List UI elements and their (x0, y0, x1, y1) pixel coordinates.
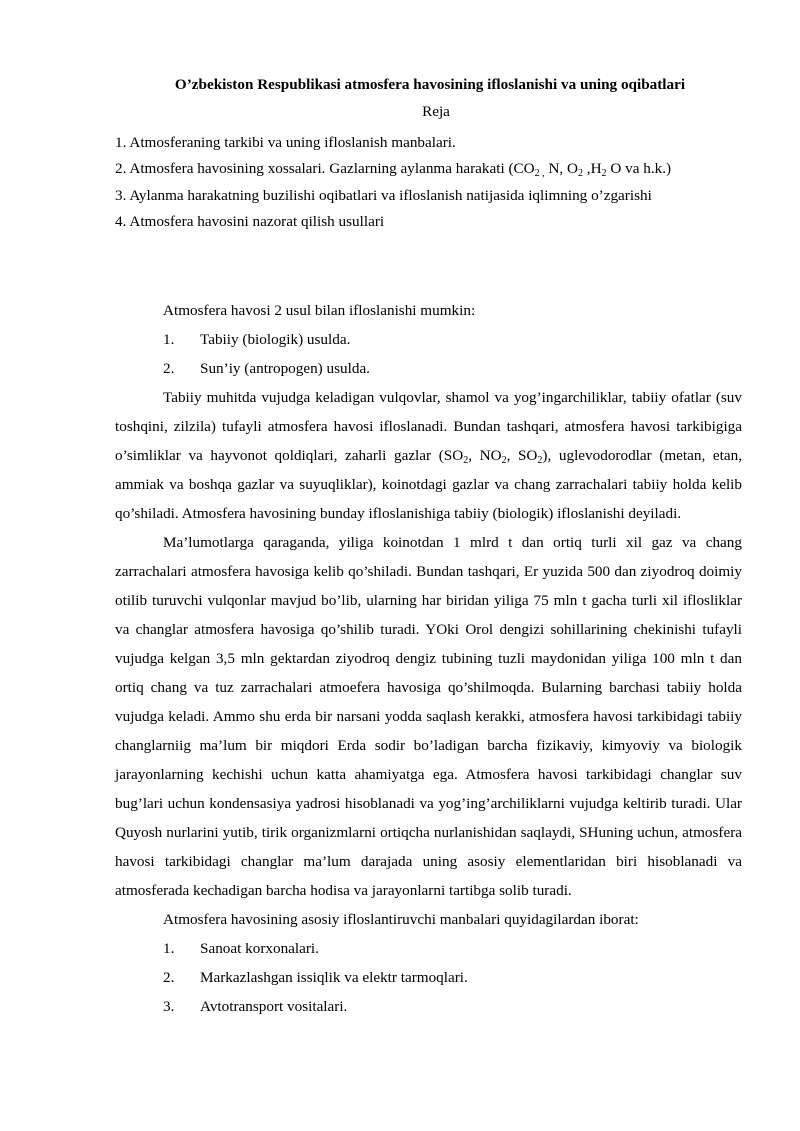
source-item-3: 3. Avtotransport vositalari. (163, 998, 348, 1015)
plan-item-4: 4. Atmosfera havosini nazorat qilish usullari (115, 212, 385, 230)
plan-heading: Reja (422, 103, 450, 120)
plan-list (115, 134, 671, 239)
method-item-2: 2. Sun’iy (antropogen) usulda. (163, 360, 370, 377)
body-text (115, 296, 742, 1021)
source-item-1: 1. Sanoat korxonalari. (163, 940, 319, 957)
paragraph-natural-pollution: Tabiiy muhitda vujudga keladigan vulqovlar, shamol va yog’ingarchiliklar, tabiiy ofatlar (suv toshqini, zilzila) tufayli atmosfera havosi ifloslanadi. Bundan tashqari, atmosfera havosi tarkibigiga o’simliklar va hayvonot qoldiqlari, zaharli gazlar ($SO_2$, $NO_2$, $SO_2$), uglevodorodlar (metan, etan, ammiak va boshqa gazlar va suyuqliklar), koinotdagi gazlar va chang zarrachalari tabiiy holda kelib qo’shiladi. Atmosfera havosining bunday ifloslanishiga tabiiy (biologik) ifloslanishi deyiladi. (115, 389, 742, 522)
source-item-2: 2. Markazlashgan issiqlik va elektr tarmoqlari. (163, 969, 468, 986)
sources-intro-line: Atmosfera havosining asosiy ifloslantiruvchi manbalari quyidagilardan iborat: (163, 911, 639, 928)
paragraph-statistics: Ma’lumotlarga qaraganda, yiliga koinotdan 1 mlrd t dan ortiq turli xil gaz va chang zarrachalari atmosfera havosiga kelib qo’shiladi. Bundan tashqari, Er yuzida 500 dan ziyodroq doimiy otilib turuvchi vulqonlar mavjud bo’lib, ularning har biridan yiliga 75 mln t gacha turli xil iflosliklar va changlar atmosfera havosiga qo’shilib turadi. YOki Orol dengizi sohillarining chekinishi tufayli vujudga kelgan 3,5 mln gektardan ziyodroq dengiz tubining tuzli maydonidan yiliga 100 mln t dan ortiq chang va tuz zarrachalari atmoefera havosiga qo’shilmoqda. Bularning barchasi tabiiy holda vujudga keladi. Ammo shu erda bir narsani yodda saqlash kerakki, atmosfera havosi tarkibidagi tabiiy changlarniig ma’lum bir miqdori Erda sodir bo’ladigan barcha fizikaviy, kimyoviy va biologik jarayonlarning kechishi uchun katta ahamiyatga ega. Atmosfera havosi tarkibidagi changlar suv bug’lari uchun kondensasiya yadrosi hisoblanadi va yog’ing’archiliklarni vujudga keltirib turadi. Ular Quyosh nurlarini yutib, tirik organizmlarni ortiqcha nurlanishidan saqlaydi, SHuning uchun, atmosfera havosi tarkibidagi changlar ma’lum darajada uning asosiy elementlaridan biri hisoblanadi va atmosferada kechadigan barcha hodisa va jarayonlarni tartibga solib turadi. (115, 534, 742, 899)
plan-item-3: 3. Aylanma harakatning buzilishi oqibatlari va ifloslanish natijasida iqlimning o’zgarishi (115, 186, 652, 204)
plan-item-1: 1. Atmosferaning tarkibi va uning ifloslanish manbalari. (115, 134, 456, 151)
plan-item-2: 2. Atmosfera havosining xossalari. Gazlarning aylanma harakati ($CO_{2 ,}$ N, $O_2$ $,H_2$ O va h.k.) (115, 160, 672, 180)
intro-line: Atmosfera havosi 2 usul bilan ifloslanishi mumkin: (163, 302, 476, 319)
document-title: O’zbekiston Respublikasi atmosfera havosining ifloslanishi va uning oqibatlari (174, 76, 686, 93)
method-item-1: 1. Tabiiy (biologik) usulda. (163, 331, 351, 348)
